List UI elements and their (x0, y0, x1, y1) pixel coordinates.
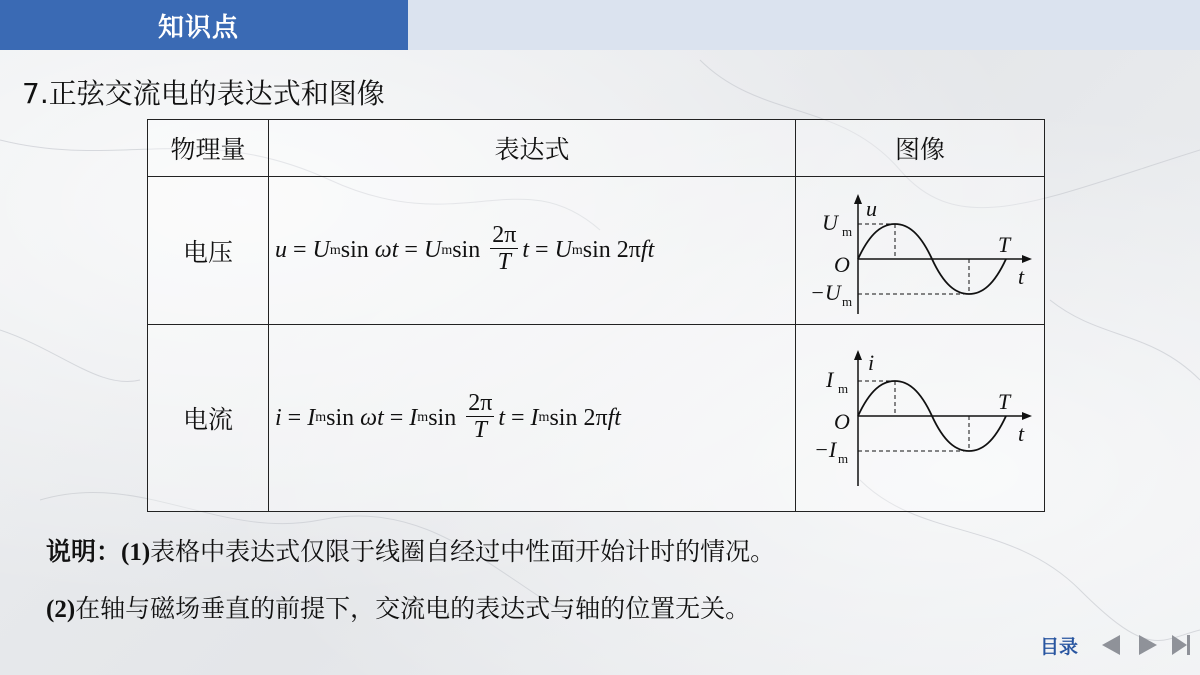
graph-period: T (998, 388, 1011, 414)
formula-omega-t: ωt (374, 237, 399, 263)
header-tab (0, 0, 408, 50)
formula-amp: U (312, 237, 330, 263)
last-icon[interactable] (1168, 632, 1194, 658)
graph-max-sub: m (838, 380, 849, 396)
graph-origin: O (834, 408, 850, 434)
formula-sub: m (538, 410, 550, 425)
table-header-row (148, 120, 1045, 177)
quantity-voltage: 电压 (148, 177, 269, 325)
section-title: 7.正弦交流电的表达式和图像 (22, 77, 385, 110)
current-formula: i = I m sin ωt = I m sin $\frac{2\pi}{T}$ t = I m sin 2π ft (275, 389, 621, 443)
formula-omega-t: ωt (360, 404, 384, 431)
header-expression: 表达式 (269, 120, 796, 177)
graph-min-label: −I (814, 436, 837, 462)
table-row-voltage (148, 177, 1045, 325)
quantity-current: 电流 (148, 325, 269, 512)
graph-origin: O (834, 251, 850, 277)
graph-min-label: −U (810, 279, 841, 305)
formula-amp: I (530, 404, 539, 431)
formula-fraction: $\frac{2\pi}{T}$ (468, 389, 493, 443)
graph-y-label: u (866, 195, 877, 221)
graph-min-sub: m (838, 450, 849, 466)
formula-table (147, 119, 1045, 512)
table-row-current (148, 325, 1045, 512)
formula-amp: U (554, 237, 572, 263)
graph-max-sub: m (842, 223, 853, 239)
graph-y-label: i (868, 349, 875, 375)
note-number: (2) (46, 596, 76, 623)
formula-t: t (522, 237, 530, 263)
formula-var: i (275, 404, 282, 431)
current-graph (796, 326, 1042, 511)
formula-sub: m (571, 242, 583, 258)
note-line-2 (46, 589, 750, 625)
note-text: 表格中表达式仅限于线圈自经过中性面开始计时的情况。 (150, 537, 776, 566)
header-graph: 图像 (796, 120, 1045, 177)
note-line-1 (46, 532, 775, 568)
formula-sin: sin (428, 404, 457, 431)
graph-period: T (998, 231, 1011, 257)
formula-ft: ft (640, 237, 655, 263)
formula-var: u (275, 237, 287, 263)
header-quantity: 物理量 (148, 120, 269, 177)
graph-x-label: t (1018, 420, 1025, 446)
graph-max-label: U (822, 209, 838, 235)
formula-sin: sin (452, 237, 481, 263)
graph-max-label: I (826, 366, 834, 392)
note-text: 在轴与磁场垂直的前提下，交流电的表达式与轴的位置无关。 (75, 594, 751, 623)
header-tab-label: 知识点 (158, 12, 240, 43)
voltage-graph (796, 178, 1042, 324)
formula-sin: sin (340, 237, 369, 263)
note-prefix: 说明： (46, 539, 122, 566)
formula-amp: I (409, 404, 418, 431)
formula-t: t (498, 404, 505, 431)
formula-amp: I (307, 404, 316, 431)
note-number: (1) (121, 539, 151, 566)
previous-icon[interactable] (1098, 632, 1124, 658)
graph-min-sub: m (842, 293, 853, 309)
formula-tail: sin 2π (549, 404, 608, 431)
formula-sub: m (417, 410, 429, 425)
formula-sub: m (329, 242, 341, 258)
formula-tail: sin 2π (582, 237, 641, 263)
voltage-formula: u = U m sin ωt = U m sin $\frac{2\pi}{T}$ t = U m sin 2π ft (275, 222, 655, 275)
formula-sub: m (441, 242, 453, 258)
toc-link[interactable]: 目录 (1040, 635, 1079, 658)
graph-x-label: t (1018, 263, 1025, 289)
formula-fraction: $\frac{2\pi}{T}$ (492, 222, 517, 275)
formula-amp: U (423, 237, 442, 263)
formula-sin: sin (326, 404, 355, 431)
next-icon[interactable] (1135, 632, 1161, 658)
formula-sub: m (315, 410, 327, 425)
formula-ft: ft (607, 404, 621, 431)
